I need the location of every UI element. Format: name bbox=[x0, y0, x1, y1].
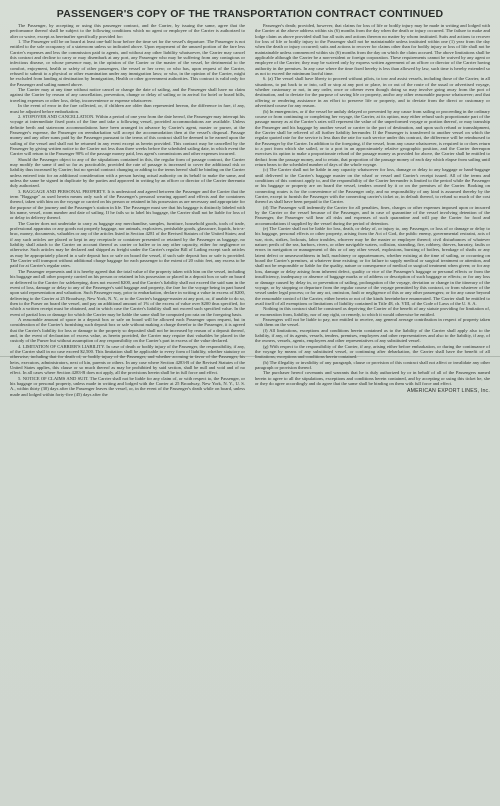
clause-paragraph: (e) The Carrier shall not be liable for loss, death, or delay of, or injury to, any Passenger, or loss of or damage or delay to his baggage, personal effects or other property, arising from the Act of God, the public enemy, governmental restraint, acts of war, riots, strikes, lockouts, labor troubles, whoever may be the master or employee thereof; civil disturbances of whatever nature; perils of the sea, harbors, rivers, or other navigable waters, collision, stranding, fire, robbery, thieves, barratry, faults or errors in navigation or management of this or of any other vessel, explosions, bursting of boilers, breakage of shafts or any latent defect or unseaworthiness in hull, machinery or appurtenances, whether existing at the time of sailing, or occurring on board the Carrier's premises, at whatever time existing; or for failure to supply medical or surgical treatment or attention, and shall not be responsible or liable for the quality, nature or consequence of medical or surgical treatment when given; or for any loss, damage or delay arising from inherent defect, quality or vice of the Passenger's baggage or personal effects or from the insufficiency, inadequacy or absence of baggage marks or of address or description of such baggage or effects; or for any loss or damage caused by delay in, or prevention of sailing, prolongation of the voyage, deviation or change in the itinerary of the voyage, or by stopping or departure from the regular course of the voyage permitted by this contract, or from whatever of the vessel under legal process; or for any act, omission, fault or negligence of this or any other passengers; or for any cause beyond the reasonable control of the Carrier, either herein or not of the kinds hereinbefore enumerated. The Carrier shall be entitled to avail itself of all exemptions or limitations of liability contained in Title 48, ch. VIII, of the Code of Laws of the U. S. A. bbox=[255, 226, 490, 306]
clause-paragraph: 4. LIMITATION OF CARRIER'S LIABILITY. In case of death or bodily injury of the Passenger, the responsibility, if any, of the Carrier shall in no case exceed $2,500. This limitation shall be applicable to every form of liability, whether statutory or otherwise, including that for death of, or bodily injury of the Passenger, and whether accruing in favor of the Passenger, his heirs, executors, administrators, next of kin, parents or others. In any case where Section 4283-B of the Revised Statutes of the United States applies, this clause or so much thereof as may be prohibited by said section, shall be null and void and of no effect. In all cases where Section 4283-B does not apply, all the provisions herein shall be in full force and effect. bbox=[10, 343, 245, 376]
clause-paragraph: The Passenger, by accepting or using this passenger contract, and the Carrier, by issuing the same, agree that the performance thereof shall be subject to the following conditions which no agent or employee of the Carrier is authorized to alter or waive, except as hereinafter specifically provided for: bbox=[10, 23, 245, 39]
clause-paragraph: Should the Passenger object to any of the stipulations contained in this, the regular form of passage contract, the Carrier may modify the same if and so far as practicable, provided the rate of passage is increased to cover the additional risk or liability thus increased by Carrier; but no special contract changing or adding to the terms hereof shall be binding on the Carrier unless entered into for an additional consideration with a person having actual authority on its behalf to make the same, and unless the same be signed in duplicate by the parties and approved in writing by an officer or director of the Carrier thereunto duly authorized. bbox=[10, 156, 245, 189]
clause-paragraph: (c) The Carrier shall not be liable in any capacity whatsoever for loss, damage or delay to any baggage or hand-baggage until delivered to the Carrier's baggage master on the wharf or vessel and Carrier's receipt issued. All of the terms and conditions of this contract apply to, and the responsibility of the Carrier hereunder is limited to the period while the Passenger or his baggage or property are on board the vessel, tenders owned by it or on the premises of the Carrier. Booking on connecting routes is for the convenience of the Passenger only, and no responsibility of any kind is assumed thereby by the Carrier, except to furnish the Passenger with the connecting carrier's ticket or, in default thereof, to refund so much of the cost thereof as shall have been prepaid to the Carrier. bbox=[255, 167, 490, 205]
clause-paragraph: 1. The Passenger will be on board at least one-half hour before the time set for the vessel's departure. The Passenger is not entitled to the sole occupancy of a stateroom unless so indicated above. Upon repayment of the unused portion of the fare less Carrier's expenses and less the commission paid to agents, and without any other liability whatsoever, the Carrier may cancel this contract and decline to carry or may disembark at any port, any Passenger who may be suffering from any contagious or infectious disease, or whose presence may, in the opinion of the Carrier or the master of the vessel, be detrimental to the comfort, enjoyment, health or safety of other passengers, the vessel or her crew; or who has, upon request of the Carrier, refused to submit to a physical or other examination under any immigration laws; or who, in the opinion of the Carrier, might be excluded from landing at destination by Immigration, Health or other government authorities. This contract is valid only for the Passenger and sailing named above. bbox=[10, 39, 245, 87]
clause-paragraph: (d) The Passenger will indemnify the Carrier for all penalties, fines, charges or other expenses imposed upon or incurred by the Carrier or the vessel because of the Passenger, and in case of quarantine of the vessel involving detention of the Passenger, the Passenger will bear all risks and expenses of such quarantine and will pay the Carrier for food and accommodations if supplied by the vessel during the period of detention. bbox=[255, 204, 490, 226]
clause-paragraph: The Passenger represents and it is hereby agreed that the total value of the property taken with him on the vessel, including his baggage and all other property carried on his person or retained in his possession or placed in a deposit box or safe on board or delivered to the Carrier for safekeeping, does not exceed $200, and the Carrier's liability shall not exceed the said sum in the event of loss, damage or delay to any of the Passenger's said baggage and property, the fare for the voyage being in part based upon said representation and valuation. Such Passenger may, prior to embarkation, declare in writing a value in excess of $200, delivering to the Carrier at 25 Broadway, New York, N. Y., or to the Carrier's baggage-master at any port, or, if unable to do so, then to the Purser on board the vessel, and pay an additional amount of 1% of the excess of value over $200 thus specified, for which a written receipt must be obtained, and in which case the Carrier's liability shall not exceed such specified value. In the event of partial loss or damage for which the Carrier may be liable the same shall be computed pro rata on the foregoing basis. bbox=[10, 268, 245, 317]
clause-paragraph: The Carrier may at any time without notice cancel or change the date of sailing, and the Passenger shall have no claim against the Carrier by reason of any cancellation, prevention, change or delay of sailing or in arrival for hotel or board bills, traveling expenses or other loss, delay, inconvenience or expense whatsoever. bbox=[10, 87, 245, 103]
clause-paragraph: 3. BAGGAGE AND PERSONAL PROPERTY. It is understood and agreed between the Passenger and the Carrier that the term "Baggage" as used herein means only such of the Passenger's personal wearing apparel and effects and the containers thereof, taken with him on the voyage or carried on his person or retained in his possession as are necessary and appropriate for the purpose of the journey and the Passenger's station in life. The Passenger must see that his baggage is distinctly labeled with his name, vessel, room number and date of sailing. If he fails so to label his baggage, the Carrier shall not be liable for loss of or delay in delivery thereof. bbox=[10, 188, 245, 221]
contract-body bbox=[10, 23, 490, 805]
fold-crease bbox=[0, 356, 500, 357]
clause-paragraph: A reasonable amount of space in a deposit box or safe on board will be allowed each Passenger upon request, but in consideration of the Carrier's furnishing such deposit box or safe without making a charge therefor to the Passenger, it is agreed that the Carrier's liability for loss or damage to the property so deposited shall not be increased by reason of a deposit thereof, and, in the event of declaration of excess value, as herein provided, the Carrier may require that valuables be placed in the custody of the Purser but without assumption of any responsibility on the Carrier's part in excess of the value declared. bbox=[10, 316, 245, 344]
right-column-paragraphs bbox=[255, 23, 490, 386]
clause-paragraph: (h) The illegality or invalidity of any paragraph, clause or provision of this contract shall not affect or invalidate any other paragraph or provision thereof. bbox=[255, 359, 490, 370]
clause-paragraph: The Carrier does not undertake to carry as baggage any merchandise, samples, furniture, household goods, tools of trade, professional apparatus or any goods not properly baggage, nor animals, explosives, perishable goods, glassware, liquids, bric-a-brac, money, documents, valuables or any of the articles listed in Section 4281 of the Revised Statutes of the United States; and if any such articles are placed or kept in any receptacle or container presented or retained by the Passenger as baggage, no liability shall attach to the Carrier on account thereof as carrier or bailee or in any other capacity, either for negligence or otherwise. Such articles may be declared and shipped as freight under the Carrier's regular Bill of Lading except such articles as may be appropriately placed in a safe deposit box or safe on board the vessel, if such safe deposit box or safe is provided. The Carrier will transport without additional charge baggage for each passenger to the extent of 20 cubic feet, any excess to be paid for at Carrier's regular rates. bbox=[10, 220, 245, 269]
clause-paragraph: (b) In emergencies, or if the vessel be unduly delayed or prevented by any cause from sailing or proceeding in the ordinary course or from continuing or completing her voyage, the Carrier, at its option, may either refund such proportionate part of the passage money as at the Carrier's rates will represent the value of the unperformed voyage or portion thereof, or may transship the Passenger and his baggage by another vessel or carrier to the port of destination, and upon such refund or transshipment, the Carrier shall be relieved of all further liability hereunder. If the Passenger is transferred to another vessel on which the regular quoted rate for the service is less than the rate for such service under this contract, the difference will be reimbursed to the Passenger by the Carrier. In addition to the foregoing, if the vessel, from any cause whatsoever, is required to or does return to a port from which she sailed, or to a port in an approximately relative geographic position, and the Carrier thereupon exercises its option to make a proportionate refund of the passage money as provided for above, the Carrier shall be entitled to deduct from the passage money, and to retain, that proportion of the passage money of each day which elapse from sailing until return bears to the scheduled number of days of the whole voyage. bbox=[255, 108, 490, 167]
signature: AMERICAN EXPORT LINES, Inc. bbox=[406, 388, 490, 395]
page-title: PASSENGER'S COPY OF THE TRANSPORTATION CONTRACT CONTINUED bbox=[56, 8, 444, 20]
clause-paragraph: 6. (a) The vessel shall have liberty to proceed without pilots, to tow and assist vessels, including those of the Carrier, in all situations, to put back to or into, call or stop at any port or place, in or out of the route of the usual or advertised voyage, whether customary or not, in any order, once or oftener even though doing so may involve going away from the port of destination, and to deviate for the purpose of saving life or property, and/or any other reasonable purpose whatsoever; and that offering or rendering assistance in an effort to preserve life or property, and to deviate from the direct or customary or advertised course for any reason. bbox=[255, 76, 490, 109]
clause-paragraph: The purchaser hereof covenants and warrants that he is duly authorized by or in behalf of all of the Passengers named herein to agree to all the stipulations, exceptions and conditions herein contained, and by accepting or using this ticket he, she or they do agree accordingly and do agree that the same shall be binding on them with full force and effect. bbox=[255, 370, 490, 387]
clause-paragraph: Passengers will not be liable to pay, nor entitled to receive, any general average contribution in respect of property taken with them on the vessel. bbox=[255, 316, 490, 328]
clause-paragraph: 2. STOPOVER AND CANCELLATION. Within a period of one year from the date hereof, the Passenger may interrupt his voyage at intermediate fixed ports of the line and take a following vessel, provided accommodations are available. Unless definite berth and stateroom accommodations have been arranged in advance by Carrier's agent, master or purser, at the Passenger's expense, the Passenger on reembarkation will accept the accommodation then at the vessel's disposal. Passage money and any other sums paid by the Passenger pursuant to the terms of this contract shall be deemed to be earned upon the sailing of the vessel and shall not be returned in any event except as herein provided. This contract may be cancelled by the Passenger by giving written notice to the Carrier not less than three weeks before the scheduled sailing date, in which event the Carrier will return to the Passenger 90% of the passage money paid, less agent's commissions and other expenses incurred. bbox=[10, 113, 245, 157]
clause-paragraph: Passenger's death; provided, however, that claims for loss of life or bodily injury may be made in writing and lodged with the Carrier at the above address within six (6) months from the day when the death or injury occurred. The failure to make and lodge claim as above provided shall bar all suits and actions thereon no matter by whom instituted. Suits and actions to recover for loss of life or bodily injury to the Passenger shall not be maintainable unless instituted within one (1) year from the day when the death or injury occurred; suits and actions to recover for claims other than for bodily injury or loss of life shall not be maintainable unless commenced within six (6) months from the day on which the claim accrued. The above limitations shall be applicable although the Carrier be a non-resident or foreign corporation. These requirements cannot be waived by any agent or employee of the Carrier; they may be waived only by express written agreement of an officer or director of the Carrier having authority in the premises. In any case where the time fixed hereby is less than allowed by law, such time is hereby extended so as not to exceed the minimum lawful time. bbox=[255, 23, 490, 77]
clause-paragraph: (f) All limitations, exceptions and conditions herein contained as to the liability of the Carrier shall apply also to the liability, if any, of its agents, vessels, tenders, premises, employees and other representatives and also to the liability, if any, of the owners, vessels, agents, employees and other representatives of any substituted vessel. bbox=[255, 327, 490, 344]
clause-paragraph: Nothing in this contract shall be construed as depriving the Carrier of the benefit of any statute providing for limitation of, or exoneration from, liability, nor of any right, or remedy, to which it would otherwise be entitled. bbox=[255, 306, 490, 317]
right-column bbox=[255, 23, 490, 805]
clause-paragraph: (g) With respect to the responsibility of the Carrier, if any, arising either before embarkation, or during the continuance of the voyage by means of any substituted vessel, or continuing after debarkation, the Carrier shall have the benefit of all limitations, exceptions and conditions herein contained. bbox=[255, 343, 490, 360]
left-column bbox=[10, 23, 245, 805]
clause-paragraph: 5. NOTICE OF CLAIMS AND SUIT. The Carrier shall not be liable for any claim of, or with respect to, the Passenger, or his baggage or personal property, unless made in writing and lodged with the Carrier at 25 Broadway, New York, N. Y., U. S. A., within thirty (30) days after the Passenger leaves the vessel, or, in the event of the Passenger's death while on board, unless made and lodged within forty-five (45) days after the bbox=[10, 375, 245, 397]
clause-paragraph: In the event of error in the fare collected, or, if children are older than represented hereon, the difference in fare, if any, must be adjusted before embarkation. bbox=[10, 103, 245, 114]
